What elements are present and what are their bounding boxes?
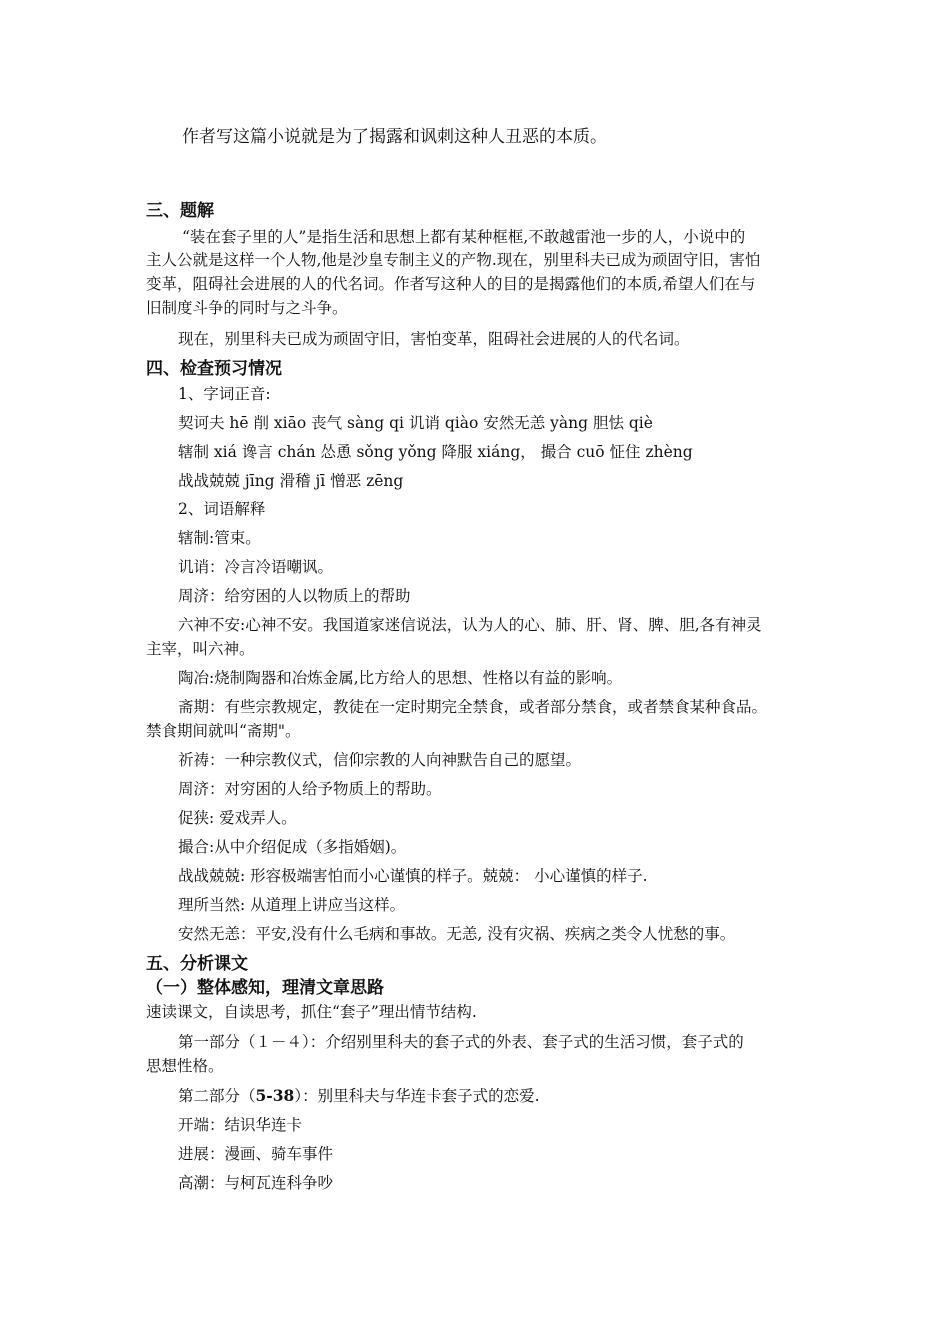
definition-4-line-2: 主宰，叫六神。 xyxy=(146,640,255,658)
definition-8: 周济：对穷困的人给予物质上的帮助。 xyxy=(178,780,442,798)
section-5-heading: 五、分析课文 xyxy=(146,954,248,974)
part-2-line xyxy=(178,1086,540,1106)
s4-sub-pronunciation: 1、字词正音: xyxy=(178,385,271,403)
definition-7: 祈祷：一种宗教仪式，信仰宗教的人向神默告自己的愿望。 xyxy=(178,751,582,769)
definition-5: 陶冶:烧制陶器和冶炼金属,比方给人的思想、性格以有益的影响。 xyxy=(178,669,623,687)
definition-12: 理所当然: 从道理上讲应当这样。 xyxy=(178,896,406,914)
definition-1: 辖制:管束。 xyxy=(178,529,261,547)
plot-climax: 高潮：与柯瓦连科争吵 xyxy=(178,1174,334,1192)
definition-3: 周济：给穷困的人以物质上的帮助 xyxy=(178,587,411,605)
definition-6-line-1: 斋期：有些宗教规定，教徒在一定时期完全禁食，或者部分禁食，或者禁食某种食品。 xyxy=(178,698,768,716)
plot-beginning: 开端：结识华连卡 xyxy=(178,1116,303,1134)
s5-instruction: 速读课文，自读思考，抓住“套子”理出情节结构. xyxy=(146,1003,477,1021)
part-1-line-2: 思想性格。 xyxy=(146,1057,224,1075)
definition-9: 促狭: 爱戏弄人。 xyxy=(178,809,297,827)
plot-development: 进展：漫画、骑车事件 xyxy=(178,1145,334,1163)
definition-11: 战战兢兢: 形容极端害怕而小心谨慎的样子。兢兢： 小心谨慎的样子. xyxy=(178,867,648,885)
part-2-suffix: ）：别里科夫与华连卡套子式的恋爱. xyxy=(294,1087,540,1105)
part-1-line-1: 第一部分（１－４）：介绍别里科夫的套子式的外表、套子式的生活习惯，套子式的 xyxy=(178,1033,744,1051)
s3-paragraph-line-4: 旧制度斗争的同时与之斗争。 xyxy=(146,299,348,317)
s3-paragraph-2: 现在，别里科夫已成为顽固守旧，害怕变革，阻碍社会进展的人的代名词。 xyxy=(178,330,690,348)
s3-paragraph-line-3: 变革，阻碍社会进展的人的代名词。作者写这种人的目的是揭露他们的本质,希望人们在与 xyxy=(146,275,756,293)
s3-paragraph-line-1: “装在套子里的人”是指生活和思想上都有某种框框,不敢越雷池一步的人，小说中的 xyxy=(182,228,746,246)
part-2-range: 5-38 xyxy=(255,1086,295,1105)
definition-13: 安然无恙：平安,没有什么毛病和事故。无恙, 没有灾祸、疾病之类令人忧愁的事。 xyxy=(178,925,736,943)
section-5-subheading: （一）整体感知，理清文章思路 xyxy=(146,978,384,998)
pinyin-line-3: 战战兢兢 jīng 滑稽 jī 憎恶 zēng xyxy=(178,472,404,490)
definition-2: 讥诮：冷言冷语嘲讽。 xyxy=(178,558,334,576)
definition-6-line-2: 禁食期间就叫“斋期"。 xyxy=(146,722,301,740)
pinyin-line-1: 契诃夫 hē 削 xiāo 丧气 sàng qi 讥诮 qiào 安然无恙 yàng 胆怯 qiè xyxy=(178,414,653,432)
s3-paragraph-line-2: 主人公就是这样一个人物,他是沙皇专制主义的产物.现在，别里科夫已成为顽固守旧，害怕 xyxy=(146,251,761,269)
pinyin-line-2: 辖制 xiá 谗言 chán 怂恿 sǒng yǒng 降服 xiáng， 撮合 cuō 怔住 zhèng xyxy=(178,443,693,461)
s4-sub-definitions: 2、词语解释 xyxy=(178,500,266,518)
part-2-prefix: 第二部分（ xyxy=(178,1087,256,1105)
section-3-heading: 三、题解 xyxy=(146,201,214,221)
section-4-heading: 四、检查预习情况 xyxy=(146,359,282,379)
definition-10: 撮合:从中介绍促成（多指婚姻)。 xyxy=(178,838,407,856)
intro-line: 作者写这篇小说就是为了揭露和讽刺这种人丑恶的本质。 xyxy=(182,127,607,147)
definition-4-line-1: 六神不安:心神不安。我国道家迷信说法，认为人的心、肺、肝、肾、脾、胆,各有神灵 xyxy=(178,616,762,634)
